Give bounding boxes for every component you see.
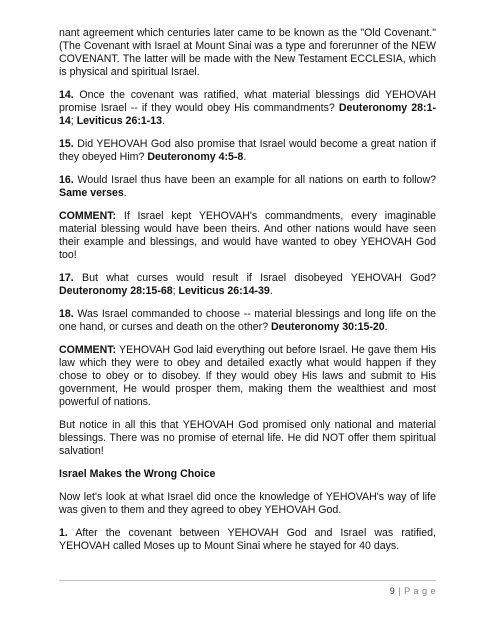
question-14 [59, 89, 436, 128]
scripture-reference: Leviticus 26:1-13 [76, 115, 163, 127]
question-number: 16. [59, 174, 74, 186]
separator: ; [172, 285, 179, 297]
question-15 [59, 138, 436, 164]
paragraph-intro: nant agreement which centuries later came to be known as the "Old Covenant." (The Covenant with Israel at Mount Sinai was a type and forerunner of the NEW COVENANT. The latter will be made with the New Testament ECCLESIA, which is physical and spiritual Israel. [59, 27, 436, 78]
scripture-reference: Same verses [59, 187, 124, 199]
question-1 [59, 527, 436, 553]
period: . [384, 321, 388, 333]
scripture-reference: Deuteronomy 30:15-20 [271, 321, 385, 333]
footer-separator: | [398, 586, 402, 596]
scripture-reference: Leviticus 26:14-39 [178, 285, 270, 297]
scripture-reference: Deuteronomy 28:15-68 [59, 285, 173, 297]
section-heading-text: Israel Makes the Wrong Choice [59, 468, 216, 480]
question-number: 15. [59, 138, 74, 150]
question-text: Would Israel thus have been an example for all nations on earth to follow? [73, 174, 436, 186]
comment-1 [59, 210, 436, 262]
page-label: P a g e [404, 586, 436, 596]
separator: ; [70, 115, 77, 127]
question-text: Did YEHOVAH God also promise that Israel would become a great nation if they obeyed Him? [59, 138, 436, 163]
section-heading [59, 468, 436, 481]
comment-text: If Israel kept YEHOVAH's commandments, every imaginable material blessing would have been theirs. And other nations would have seen their example and blessings, and would have wanted to obey YEHOVAH God too! [59, 210, 436, 261]
question-number: 14. [59, 89, 74, 101]
question-number: 18. [59, 308, 74, 320]
paragraph-now-lets-look: Now let's look at what Israel did once the knowledge of YEHOVAH's way of life was given to them and they agreed to obey YEHOVAH God. [59, 491, 436, 516]
comment-text: YEHOVAH God laid everything out before Israel. He gave them His law which they were to obey and detailed exactly what would happen if they chose to obey or to disobey. If they would obey His laws and submit to His government, He would prosper them, making them the wealthiest and most powerful of nations. [59, 344, 436, 408]
question-text: Was Israel commanded to choose -- material blessings and long life on the one hand, or curses and death on the other? [59, 308, 436, 333]
period: . [243, 151, 247, 163]
period: . [162, 115, 166, 127]
question-16 [59, 174, 436, 200]
question-text: Once the covenant was ratified, what material blessings did YEHOVAH promise Israel -- if they would obey His commandments? [59, 89, 436, 114]
question-17 [59, 272, 436, 298]
footer-divider [59, 580, 436, 581]
page-footer [390, 586, 436, 596]
period: . [123, 187, 127, 199]
period: . [269, 285, 273, 297]
scripture-reference: Deuteronomy 28:1-14 [59, 102, 436, 127]
comment-label: COMMENT: [59, 344, 117, 356]
scripture-reference: Deuteronomy 4:5-8 [147, 151, 244, 163]
question-text: After the covenant between YEHOVAH God and Israel was ratified, YEHOVAH called Moses up to Mount Sinai where he stayed for 40 days. [59, 527, 436, 552]
paragraph-notice: But notice in all this that YEHOVAH God promised only national and material blessings. There was no promise of eternal life. He did NOT offer them spiritual salvation! [59, 419, 436, 457]
page-body [59, 27, 436, 563]
question-number: 1. [59, 527, 68, 539]
comment-label: COMMENT: [59, 210, 117, 222]
comment-2 [59, 344, 436, 409]
question-text: But what curses would result if Israel disobeyed YEHOVAH God? [73, 272, 436, 284]
question-number: 17. [59, 272, 74, 284]
page-number: 9 [389, 586, 396, 596]
question-18 [59, 308, 436, 334]
